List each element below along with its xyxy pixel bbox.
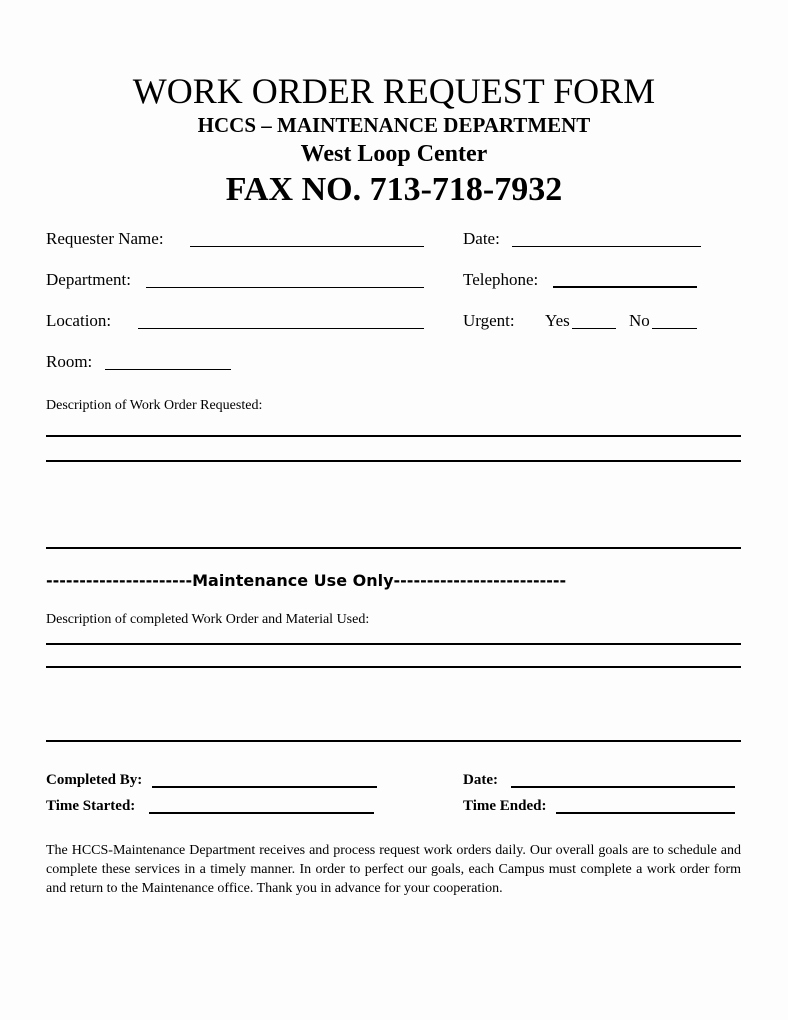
department-subtitle: HCCS – MAINTENANCE DEPARTMENT <box>197 113 591 137</box>
completed-by-label: Completed By: <box>46 772 143 788</box>
date-label: Date: <box>463 229 500 248</box>
completed-line-3[interactable] <box>46 740 741 742</box>
description-label: Description of Work Order Requested: <box>46 398 263 413</box>
description-line-1[interactable] <box>46 435 741 437</box>
requester-name-label: Requester Name: <box>46 229 164 248</box>
room-label: Room: <box>46 352 93 371</box>
completed-line-1[interactable] <box>46 643 741 645</box>
urgent-yes-label: Yes <box>545 311 570 330</box>
department-field[interactable] <box>146 287 424 288</box>
completed-line-2[interactable] <box>46 666 741 668</box>
telephone-field[interactable] <box>553 286 697 288</box>
date-field[interactable] <box>512 246 701 247</box>
urgent-no-label: No <box>629 311 650 330</box>
footer-note: The HCCS-Maintenance Department receives and process request work orders daily. Our overall goals are to schedule and complete these services in a timely manner. In order to perfect our goals, each Campus must complete a work order form and return to the Maintenance office. Thank you in advance for your cooperation. <box>46 843 741 896</box>
form-title: WORK ORDER REQUEST FORM <box>132 71 656 111</box>
time-started-label: Time Started: <box>46 798 136 814</box>
time-ended-label: Time Ended: <box>463 798 547 814</box>
urgent-label: Urgent: <box>463 311 515 330</box>
time-ended-field[interactable] <box>556 812 735 814</box>
completed-date-field[interactable] <box>511 786 735 788</box>
department-label: Department: <box>46 270 131 289</box>
maintenance-section-heading: ----------------------Maintenance Use Only-------------------------- <box>46 571 567 590</box>
completed-description-label: Description of completed Work Order and Material Used: <box>46 612 370 627</box>
description-line-3[interactable] <box>46 547 741 549</box>
location-field[interactable] <box>138 328 424 329</box>
location-label: Location: <box>46 311 112 330</box>
telephone-label: Telephone: <box>463 270 539 289</box>
urgent-no-field[interactable] <box>652 328 697 329</box>
room-field[interactable] <box>105 369 231 370</box>
time-started-field[interactable] <box>149 812 374 814</box>
fax-number: FAX NO. 713-718-7932 <box>225 171 563 208</box>
requester-name-field[interactable] <box>190 246 424 247</box>
description-line-2[interactable] <box>46 460 741 462</box>
center-name: West Loop Center <box>300 141 488 167</box>
completed-date-label: Date: <box>463 772 498 788</box>
urgent-yes-field[interactable] <box>572 328 616 329</box>
completed-by-field[interactable] <box>152 786 377 788</box>
